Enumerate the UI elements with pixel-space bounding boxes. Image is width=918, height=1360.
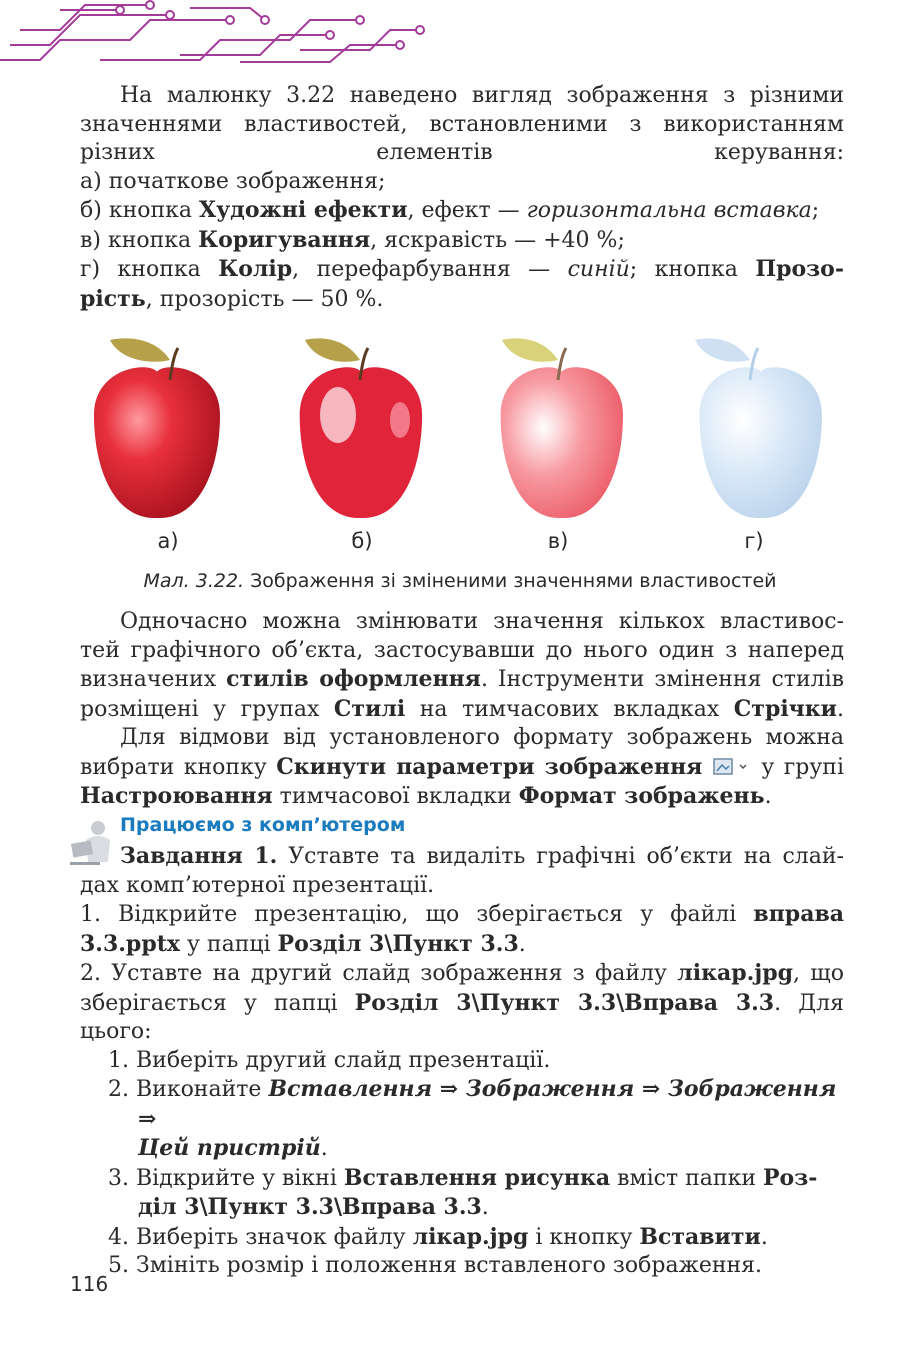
list-item-d: г) кнопка Колір, перефарбування — синій; кнопка Прозо- [80, 256, 844, 282]
sub-step-3: 3. Відкрийте у вікні Вставлення рисунка вміст папки Роз- діл 3\Пункт 3.3\Вправа 3.3. [108, 1164, 818, 1220]
task-line: дах комп’ютерної презентації. [80, 872, 435, 898]
figure-3-22 [70, 320, 850, 592]
section-title: Працюємо з комп’ютером [120, 814, 406, 836]
reset-picture-icon [712, 756, 752, 778]
paragraph-line: розміщені у групах Стилі на тимчасових вкладках Стрічки. [80, 695, 844, 722]
apple-a [94, 338, 220, 518]
step-1: 1. Відкрийте презентацію, що зберігається у файлі вправа [80, 901, 844, 927]
paragraph-line: Для відмови від установленого формату зображень можна [120, 725, 844, 750]
paragraph-line: вибрати кнопку Скинути параметри зображення у групі [80, 753, 844, 780]
label-d: г) [744, 529, 764, 553]
paragraph-line: тей графічного об’єкта, застосувавши до нього один з наперед [80, 637, 844, 663]
apple-b [300, 338, 422, 518]
intro-paragraph: На малюнку 3.22 наведено вигляд зображення з різними значеннями властивостей, встановленими з використанням різних елементів керування: [80, 83, 844, 165]
step-1-cont: 3.3.pptx у папці Розділ 3\Пункт 3.3. [80, 930, 526, 957]
step-2-cont: цього: [80, 1019, 152, 1044]
sub-step-2: 2. Виконайте Вставлення ⇒ Зображення ⇒ Зображення ⇒ Цей пристрій. [108, 1076, 837, 1161]
paragraph-line: визначених стилів оформлення. Інструменти змінення стилів [80, 666, 844, 692]
step-2-cont: зберігається у папці Розділ 3\Пункт 3.3\Вправа 3.3. Для [80, 989, 844, 1016]
paragraph-line: Одночасно можна змінювати значення кількох властивос- [120, 609, 844, 634]
task-1 [80, 842, 844, 1281]
paragraph-line: Настроювання тимчасової вкладки Формат зображень. [80, 783, 772, 809]
list-item-b: б) кнопка Художні ефекти, ефект — горизонтальна вставка; [80, 197, 820, 223]
styles-text [80, 608, 844, 812]
list-item-d-cont: рість, прозорість — 50 %. [80, 285, 384, 312]
apples-illustration [70, 320, 850, 560]
list-item-c: в) кнопка Коригування, яскравість — +40 %; [80, 226, 625, 253]
label-c: в) [547, 529, 569, 553]
circuit-decoration [0, 0, 430, 70]
apple-c [501, 338, 623, 518]
label-a: а) [157, 529, 179, 553]
sub-step-5: 5. Змініть розмір і положення вставленого зображення. [108, 1253, 763, 1278]
figure-caption: Мал. 3.22. Зображення зі зміненими значеннями властивостей [143, 570, 777, 592]
step-2: 2. Уставте на другий слайд зображення з файлу лікар.jpg, що [80, 960, 844, 986]
sub-step-4: 4. Виберіть значок файлу лікар.jpg і кнопку Вставити. [108, 1223, 768, 1250]
list-item-a: а) початкове зображення; [80, 168, 386, 194]
sub-steps [108, 1047, 844, 1281]
intro-text [80, 82, 844, 314]
page-number: 116 [70, 1272, 109, 1296]
apple-d [695, 338, 822, 518]
task-line: Завдання 1. Уставте та видаліть графічні об’єкти на слай- [120, 843, 844, 869]
sub-step-1: 1. Виберіть другий слайд презентації. [108, 1047, 551, 1073]
label-b: б) [351, 529, 373, 553]
